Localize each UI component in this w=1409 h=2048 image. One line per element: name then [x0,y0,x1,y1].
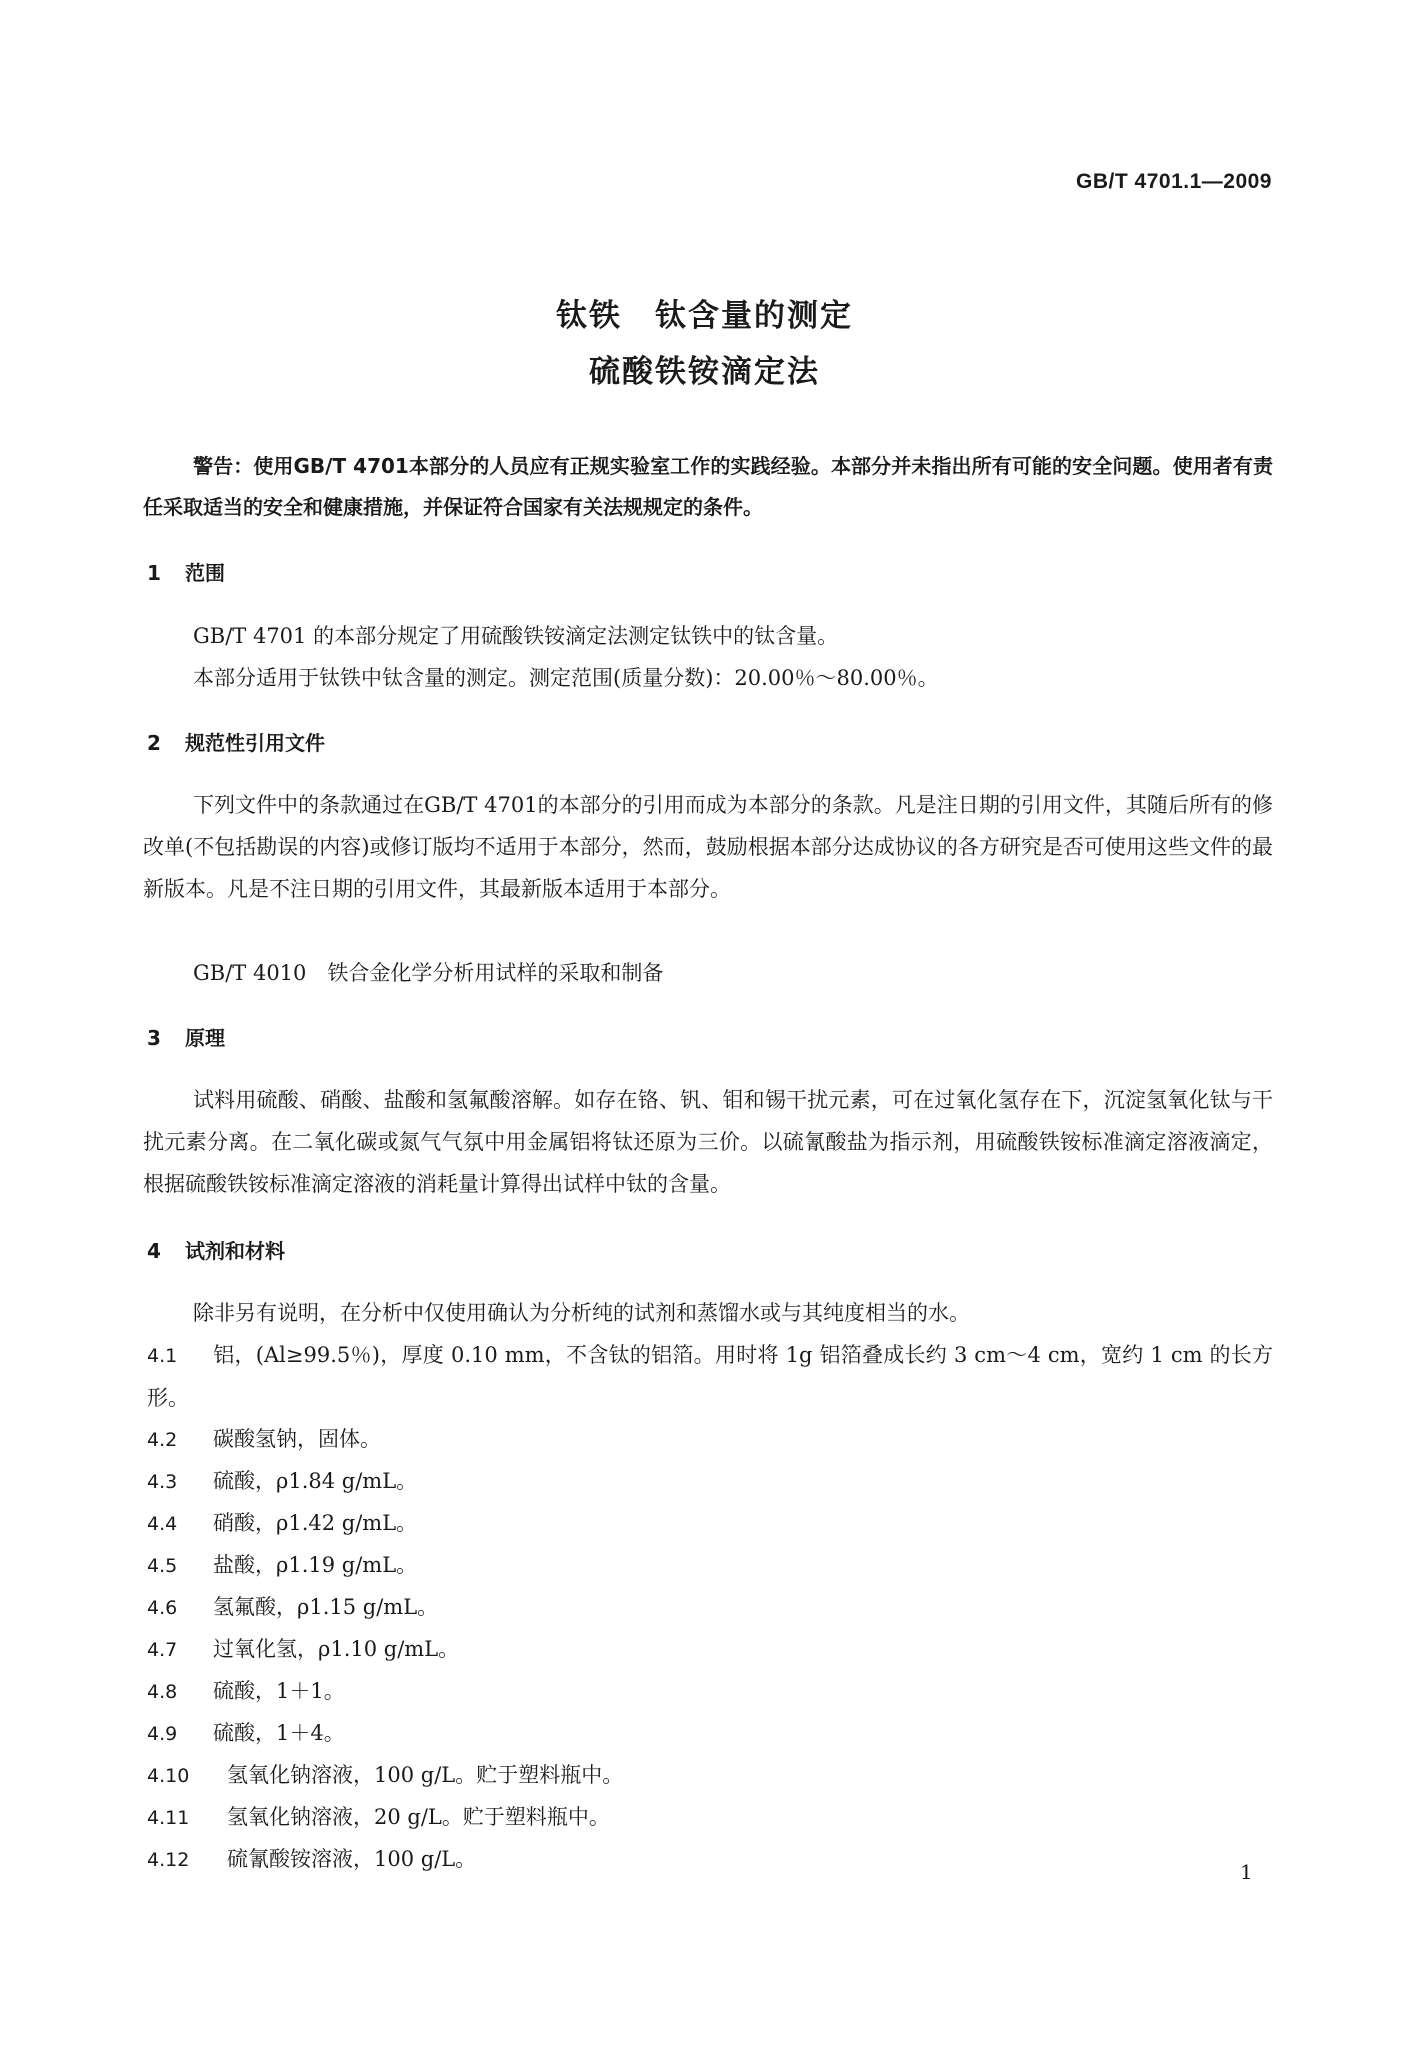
clause-item [147,1544,1273,1587]
paragraph: 本部分适用于钛铁中钛含量的测定。测定范围(质量分数)：20.00％～80.00％。 [193,666,939,690]
clause-item [147,1334,1273,1419]
clause-item [147,1628,1273,1671]
clause-text: 硫酸，ρ1.84 g/mL。 [213,1469,418,1493]
clause-item [147,1754,1273,1797]
clause-text: 硝酸，ρ1.42 g/mL。 [213,1511,418,1535]
clause-text: 硫酸，1＋4。 [213,1721,345,1745]
clause-text: 碳酸氢钠，固体。 [213,1427,381,1451]
clause-text: 氢氧化钠溶液，20 g/L。贮于塑料瓶中。 [227,1805,610,1829]
clause-item [147,1502,1273,1545]
paragraph: 除非另有说明，在分析中仅使用确认为分析纯的试剂和蒸馏水或与其纯度相当的水。 [193,1301,970,1325]
clause-number: 4.4 [147,1513,178,1535]
clause-number: 4.10 [147,1765,190,1787]
section-title: 原理 [185,1026,225,1050]
clause-number: 4.7 [147,1639,178,1661]
clause-number: 4.3 [147,1471,178,1493]
section-heading-scope [147,557,225,586]
clause-text: 硫氰酸铵溶液，100 g/L。 [227,1847,477,1871]
clause-text: 硫酸，1＋1。 [213,1679,345,1703]
clause-item [147,1418,1273,1461]
paragraph: 下列文件中的条款通过在GB/T 4701的本部分的引用而成为本部分的条款。凡是注日期的引用文件，其随后所有的修改单(不包括勘误的内容)或修订版均不适用于本部分，然而，鼓励根据本部分达成协议的各方研究是否可使用这些文件的最新版本。凡是不注日期的引用文件，其最新版本适用于本部分。 [143,793,1273,901]
clause-number: 4.11 [147,1807,190,1829]
section-title: 试剂和材料 [185,1239,285,1263]
section-number: 3 [147,1026,161,1050]
section-number: 4 [147,1239,161,1263]
clause-item [147,1796,1273,1839]
clause-number: 4.2 [147,1429,178,1451]
section-number: 1 [147,561,161,585]
clause-item [147,1670,1273,1713]
section-title: 规范性引用文件 [185,731,325,755]
clause-text: 盐酸，ρ1.19 g/mL。 [213,1553,418,1577]
clause-number: 4.8 [147,1681,178,1703]
document-title: 钛铁 钛含量的测定 [556,298,853,334]
clause-number: 4.5 [147,1555,178,1577]
paragraph: GB/T 4701 的本部分规定了用硫酸铁铵滴定法测定钛铁中的钛含量。 [193,624,839,648]
paragraph: 试料用硫酸、硝酸、盐酸和氢氟酸溶解。如存在铬、钒、钼和锡干扰元素，可在过氧化氢存在下，沉淀氢氧化钛与干扰元素分离。在二氧化碳或氮气气氛中用金属铝将钛还原为三价。以硫氰酸盐为指示剂，用硫酸铁铵标准滴定溶液滴定，根据硫酸铁铵标准滴定溶液的消耗量计算得出试样中钛的含量。 [143,1088,1273,1196]
standard-code: GB/T 4701.1—2009 [1076,170,1272,193]
reference-entry: GB/T 4010 铁合金化学分析用试样的采取和制备 [193,961,664,985]
clause-number: 4.12 [147,1849,190,1871]
clause-text: 铝，(Al≥99.5％)，厚度 0.10 mm，不含钛的铝箔。用时将 1g 铝箔叠成长约 3 cm～4 cm，宽约 1 cm 的长方形。 [147,1343,1273,1410]
section-heading-normative-references [147,727,325,756]
section-number: 2 [147,731,161,755]
clause-number: 4.1 [147,1345,178,1367]
page-number: 1 [1240,1860,1253,1884]
clause-item [147,1460,1273,1503]
clause-text: 氢氧化钠溶液，100 g/L。贮于塑料瓶中。 [227,1763,624,1787]
clause-item [147,1712,1273,1755]
section-title: 范围 [185,561,225,585]
clause-item [147,1586,1273,1629]
clause-number: 4.6 [147,1597,178,1619]
warning-paragraph: 警告：使用GB/T 4701本部分的人员应有正规实验室工作的实践经验。本部分并未指出所有可能的安全问题。使用者有责任采取适当的安全和健康措施，并保证符合国家有关法规规定的条件。 [143,454,1273,519]
clause-text: 过氧化氢，ρ1.10 g/mL。 [213,1637,460,1661]
clause-item [147,1838,1273,1881]
clause-text: 氢氟酸，ρ1.15 g/mL。 [213,1595,439,1619]
document-subtitle: 硫酸铁铵滴定法 [589,354,820,390]
section-heading-principle [147,1022,225,1051]
clause-number: 4.9 [147,1723,178,1745]
section-heading-reagents [147,1235,285,1264]
